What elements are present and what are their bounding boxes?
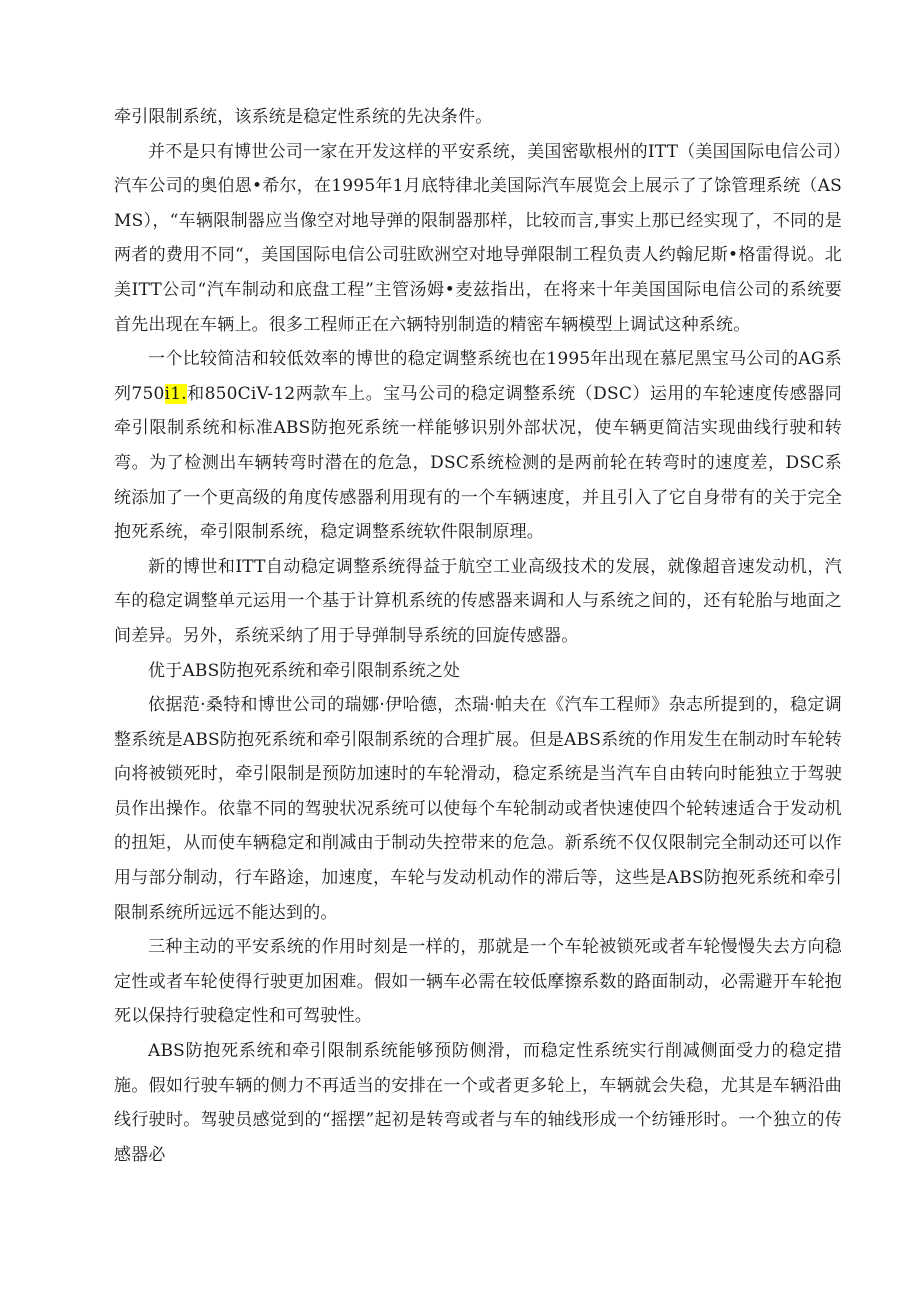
paragraph-2: 并不是只有博世公司一家在开发这样的平安系统，美国密歇根州的ITT（美国国际电信公司）汽车公司的奥伯恩•希尔，在1995年1月底特律北美国际汽车展览会上展示了了馀管理系统（ASMS），“车辆限制器应当像空对地导弹的限制器那样，比较而言,事实上那已经实现了，不同的是两者的费用不同“，美国国际电信公司驻欧洲空对地导弹限制工程负责人约翰尼斯•格雷得说。北美ITT公司“汽车制动和底盘工程”主管汤姆•麦兹指出，在将来十年美国国际电信公司的系统要首先出现在车辆上。很多工程师正在六辆特别制造的精密车辆模型上调试这种系统。 bbox=[114, 141, 842, 335]
paragraph-6: 依据范·桑特和博世公司的瑞娜·伊哈德，杰瑞·帕夫在《汽车工程师》杂志所提到的，稳定调整系统是ABS防抱死系统和牵引限制系统的合理扩展。但是ABS系统的作用发生在制动时车轮转向将被锁死时，牵引限制是预防加速时的车轮滑动，稳定系统是当汽车自由转向时能独立于驾驶员作出操作。依靠不同的驾驶状况系统可以使每个车轮制动或者快速使四个轮转速适合于发动机的扭矩，从而使车辆稳定和削减由于制动失控带来的危急。新系统不仅仅限制完全制动还可以作用与部分制动，行车路途，加速度，车轮与发动机动作的滞后等，这些是ABS防抱死系统和牵引限制系统所远远不能达到的。 bbox=[114, 695, 842, 923]
paragraph-3-part-2: 和850CiV-12两款车上。宝马公司的稳定调整系统（DSC）运用的车轮速度传感器同牵引限制系统和标准ABS防抱死系统一样能够识别外部状况，使车辆更简洁实现曲线行驶和转弯。为了检测出车辆转弯时潜在的危急，DSC系统检测的是两前轮在转弯时的速度差，DSC系统添加了一个更高级的角度传感器利用现有的一个车辆速度，并且引入了它自身带有的关于完全抱死系统，牵引限制系统，稳定调整系统软件限制原理。 bbox=[114, 383, 842, 543]
highlighted-text: i1. bbox=[164, 383, 187, 404]
paragraph-3-part-1: 一个比较简洁和较低效率的博世的稳定调整系统也在1995年出现在慕尼黑宝马公司的AG系列750 bbox=[114, 349, 842, 404]
paragraph-8: ABS防抱死系统和牵引限制系统能够预防侧滑，而稳定性系统实行削减侧面受力的稳定措施。假如行驶车辆的侧力不再适当的安排在一个或者更多轮上，车辆就会失稳，尤其是车辆沿曲线行驶时。驾驶员感觉到的“摇摆”起初是转弯或者与车的轴线形成一个纺锤形时。一个独立的传感器必 bbox=[114, 1041, 842, 1165]
paragraph-4: 新的博世和ITT自动稳定调整系统得益于航空工业高级技术的发展，就像超音速发动机，汽车的稳定调整单元运用一个基于计算机系统的传感器来调和人与系统之间的，还有轮胎与地面之间差异。另外，系统采纳了用于导弹制导系统的回旋传感器。 bbox=[114, 556, 842, 646]
paragraph-3 bbox=[114, 342, 842, 550]
section-heading: 优于ABS防抱死系统和牵引限制系统之处 bbox=[148, 660, 461, 681]
paragraph-7: 三种主动的平安系统的作用时刻是一样的，那就是一个车轮被锁死或者车轮慢慢失去方向稳定性或者车轮使得行驶更加困难。假如一辆车必需在较低摩擦系数的路面制动，必需避开车轮抱死以保持行驶稳定性和可驾驶性。 bbox=[114, 937, 842, 1027]
paragraph-1: 牵引限制系统，该系统是稳定性系统的先决条件。 bbox=[114, 107, 493, 127]
document-body bbox=[114, 100, 842, 1172]
